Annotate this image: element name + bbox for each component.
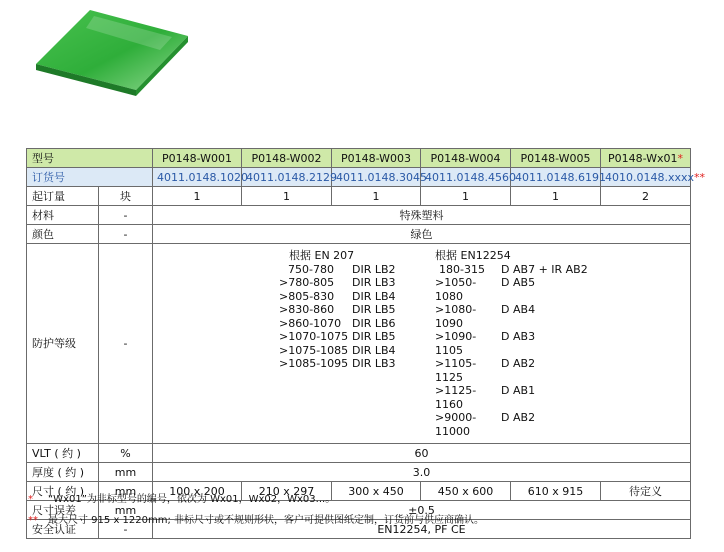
order-value: 4010.0148.xxxx: [605, 170, 695, 184]
range: >1125-1160: [435, 384, 477, 411]
size-cell: 210 x 297: [242, 482, 332, 501]
material-unit: -: [99, 206, 153, 225]
protection-row: [279, 317, 396, 331]
tolerance-unit: mm: [99, 501, 153, 520]
order-number-cell: 4011.0148.2129: [242, 168, 332, 187]
product-image: [32, 6, 192, 96]
range: >1050-1080: [435, 276, 477, 303]
protection-row: [279, 290, 396, 304]
row-order-number: [27, 168, 691, 187]
range: >780-805: [279, 276, 335, 289]
row-vlt: [27, 444, 691, 463]
order-number-cell: [601, 168, 706, 187]
class: D AB3: [501, 330, 536, 343]
footnote: [28, 514, 484, 527]
class: DIR LB3: [352, 357, 396, 370]
footnote: [28, 493, 484, 506]
thickness-value: 3.0: [153, 463, 691, 482]
protection-row: [435, 303, 588, 330]
class: D AB5: [501, 276, 536, 289]
asterisk-mark: **: [694, 170, 706, 184]
vlt-unit: %: [99, 444, 153, 463]
tolerance-label: 尺寸误差: [27, 501, 99, 520]
moq-cell: 1: [242, 187, 332, 206]
moq-cell: 1: [511, 187, 601, 206]
class: DIR LB2: [352, 262, 396, 276]
vlt-value: 60: [153, 444, 691, 463]
model-cell: [601, 149, 691, 168]
protection-row: [279, 357, 396, 371]
row-thickness: [27, 463, 691, 482]
order-number-cell: 4011.0148.1020: [153, 168, 242, 187]
class: D AB1: [501, 384, 536, 397]
protection-row: [435, 384, 588, 411]
range: 750-780: [288, 262, 334, 276]
material-label: 材料: [27, 206, 99, 225]
size-cell: 610 x 915: [511, 482, 601, 501]
size-cell: 待定义: [601, 482, 691, 501]
protection-label: 防护等级: [27, 244, 99, 444]
color-value: 绿色: [153, 225, 691, 244]
size-cell: 450 x 600: [421, 482, 511, 501]
protection-row: [279, 276, 396, 290]
protection-row: [279, 344, 396, 358]
certification-unit: -: [99, 520, 153, 539]
model-value: P0148-Wx01: [607, 151, 678, 165]
certification-label: 安全认证: [27, 520, 99, 539]
order-number-cell: 4011.0148.3045: [332, 168, 421, 187]
moq-cell: 1: [421, 187, 511, 206]
range: >1090-1105: [435, 330, 477, 357]
en12254-heading: 根据 EN12254: [435, 249, 511, 262]
size-label: 尺寸 ( 约 ): [27, 482, 99, 501]
vlt-label: VLT ( 约 ): [27, 444, 99, 463]
range: >805-830: [279, 289, 335, 303]
thickness-unit: mm: [99, 463, 153, 482]
protection-row: [435, 357, 588, 384]
en207-column: [279, 249, 396, 371]
range: 180-315: [439, 262, 485, 276]
en12254-column: [435, 249, 588, 438]
model-cell: P0148-W004: [421, 149, 511, 168]
order-number-cell: 4011.0148.4560: [421, 168, 511, 187]
class: D AB4: [501, 303, 536, 316]
certification-value: EN12254, PF CE: [153, 520, 691, 539]
protection-unit: -: [99, 244, 153, 444]
range: >1085-1095: [279, 357, 349, 370]
range: >1070-1075: [279, 330, 349, 343]
class: DIR LB6: [352, 316, 396, 330]
row-material: [27, 206, 691, 225]
tolerance-value: ±0.5: [153, 501, 691, 520]
class: DIR LB4: [352, 289, 396, 303]
protection-row: [435, 263, 588, 277]
footnote-mark: *: [28, 494, 33, 505]
class: D AB2: [501, 411, 536, 424]
class: D AB7 + IR AB2: [501, 262, 588, 276]
moq-unit: 块: [99, 187, 153, 206]
footnotes: [28, 493, 484, 535]
row-model: [27, 149, 691, 168]
protection-row: [435, 276, 588, 303]
protection-value: [153, 244, 691, 444]
class: DIR LB5: [352, 303, 396, 316]
class: DIR LB5: [352, 330, 396, 343]
en207-heading: 根据 EN 207: [289, 249, 355, 262]
size-cell: 100 x 200: [153, 482, 242, 501]
class: DIR LB4: [352, 343, 396, 357]
moq-cell: 1: [153, 187, 242, 206]
model-cell: P0148-W001: [153, 149, 242, 168]
material-value: 特殊塑料: [153, 206, 691, 225]
class: DIR LB3: [352, 276, 396, 289]
footnote-text: 最大尺寸 915 x 1220mm; 非标尺寸或不规则形状，客户可提供图纸定制，订货前与供应商确认。: [48, 515, 485, 526]
thickness-label: 厚度 ( 约 ): [27, 463, 99, 482]
model-cell: P0148-W002: [242, 149, 332, 168]
moq-label: 起订量: [27, 187, 99, 206]
footnote-mark: **: [28, 515, 38, 526]
moq-cell: 1: [332, 187, 421, 206]
footnote-text: “Wx01”为非标型号的编号，依次为 Wx01，Wx02，Wx03...。: [48, 494, 336, 505]
protection-row: [279, 330, 396, 344]
spec-table: [26, 148, 706, 539]
protection-row: [435, 411, 588, 438]
range: >1075-1085: [279, 343, 349, 357]
range: >860-1070: [279, 316, 342, 330]
model-cell: P0148-W003: [332, 149, 421, 168]
order-number-cell: 4011.0148.6191: [511, 168, 601, 187]
model-label: 型号: [27, 149, 153, 168]
size-unit: mm: [99, 482, 153, 501]
row-moq: [27, 187, 691, 206]
protection-row: [279, 263, 396, 277]
order-label: 订货号: [27, 168, 153, 187]
class: D AB2: [501, 357, 536, 370]
protection-row: [279, 303, 396, 317]
moq-cell: 2: [601, 187, 691, 206]
color-unit: -: [99, 225, 153, 244]
asterisk-mark: *: [677, 151, 684, 165]
protection-row: [435, 330, 588, 357]
range: >1080-1090: [435, 303, 477, 330]
range: >1105-1125: [435, 357, 477, 384]
row-protection: [27, 244, 691, 444]
range: >9000-11000: [435, 411, 477, 438]
color-label: 颜色: [27, 225, 99, 244]
range: >830-860: [279, 303, 335, 316]
row-color: [27, 225, 691, 244]
model-cell: P0148-W005: [511, 149, 601, 168]
size-cell: 300 x 450: [332, 482, 421, 501]
